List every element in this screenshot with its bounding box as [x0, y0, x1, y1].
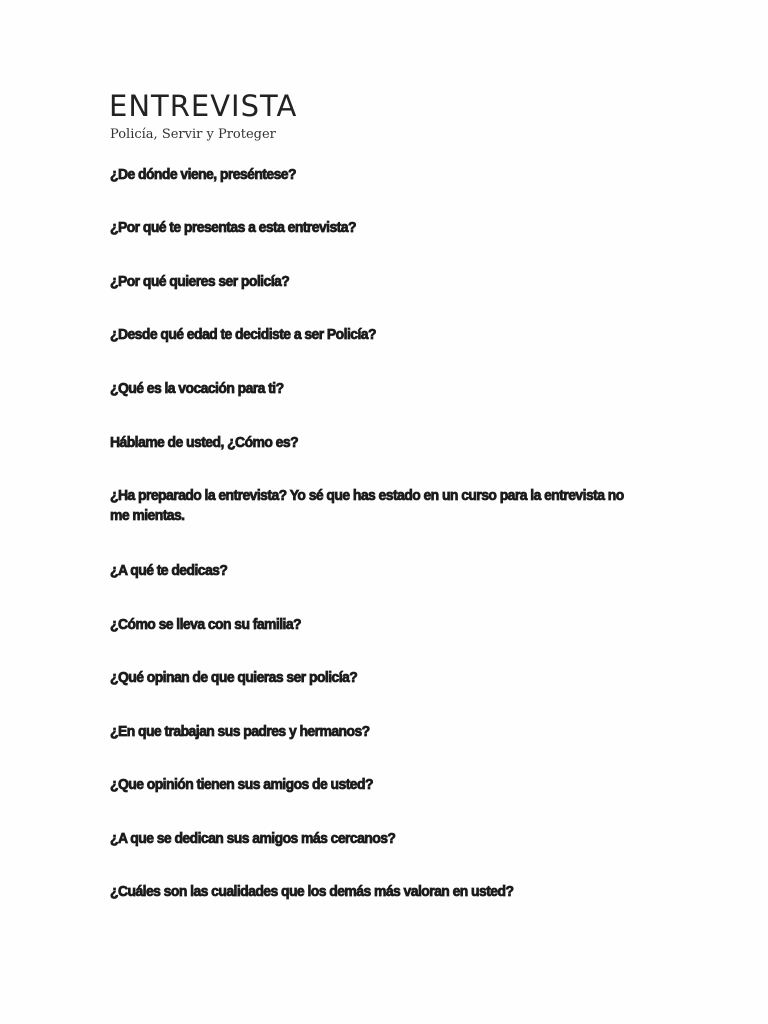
question-item: ¿Que opinión tienen sus amigos de usted?: [110, 776, 373, 793]
question-item: ¿Por qué quieres ser policía?: [110, 273, 290, 290]
question-item: ¿De dónde viene, preséntese?: [110, 166, 296, 183]
question-item: ¿Qué opinan de que quieras ser policía?: [110, 669, 358, 686]
question-item: Háblame de usted, ¿Cómo es?: [110, 434, 299, 451]
question-item: ¿Por qué te presentas a esta entrevista?: [110, 219, 356, 236]
document-title: ENTREVISTA: [109, 89, 298, 123]
question-item: ¿Desde qué edad te decidiste a ser Policía?: [110, 326, 376, 343]
question-item: ¿Ha preparado la entrevista? Yo sé que has estado en un curso para la entrevista no me mientas.: [110, 487, 624, 524]
question-item: ¿Qué es la vocación para ti?: [110, 380, 284, 397]
question-item: ¿Cómo se lleva con su familia?: [110, 616, 302, 633]
question-item: ¿A que se dedican sus amigos más cercanos?: [110, 830, 396, 847]
document-subtitle: Policía, Servir y Proteger: [110, 127, 276, 142]
question-item: ¿A qué te dedicas?: [110, 562, 228, 579]
question-item: ¿En que trabajan sus padres y hermanos?: [110, 723, 370, 740]
question-item: ¿Cuáles son las cualidades que los demás más valoran en usted?: [110, 883, 514, 900]
